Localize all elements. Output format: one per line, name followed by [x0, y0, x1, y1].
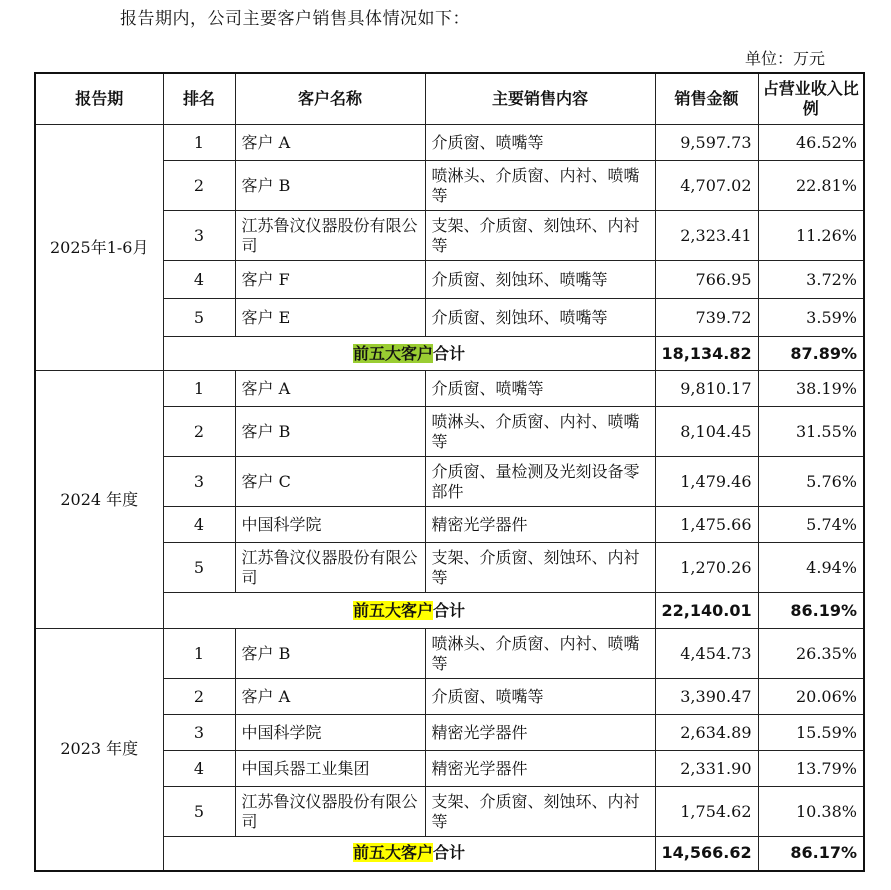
total-label-cell — [163, 337, 655, 371]
revenue-ratio-cell: 5.74% — [758, 507, 864, 543]
header-customer-name: 客户名称 — [235, 73, 425, 125]
revenue-ratio-cell: 15.59% — [758, 715, 864, 751]
sales-amount-cell: 8,104.45 — [655, 407, 758, 457]
unit-label: 单位：万元 — [744, 49, 825, 68]
period-group-2023 — [35, 629, 864, 871]
rank-cell: 5 — [163, 787, 235, 837]
sales-amount-cell: 2,331.90 — [655, 751, 758, 787]
revenue-ratio-cell: 5.76% — [758, 457, 864, 507]
sales-amount-cell: 1,475.66 — [655, 507, 758, 543]
revenue-ratio-cell: 13.79% — [758, 751, 864, 787]
customer-name-cell: 客户 E — [235, 299, 425, 337]
customer-name-cell: 客户 A — [235, 371, 425, 407]
rank-cell: 4 — [163, 261, 235, 299]
sales-amount-cell: 766.95 — [655, 261, 758, 299]
customer-sales-table — [34, 72, 865, 872]
customer-name-cell: 江苏鲁汶仪器股份有限公司 — [235, 787, 425, 837]
total-amount-cell: 22,140.01 — [655, 593, 758, 629]
sales-content-cell: 介质窗、量检测及光刻设备零部件 — [425, 457, 655, 507]
total-label-suffix: 合计 — [433, 343, 466, 363]
sales-content-cell: 介质窗、刻蚀环、喷嘴等 — [425, 261, 655, 299]
rank-cell: 1 — [163, 371, 235, 407]
sales-amount-cell: 3,390.47 — [655, 679, 758, 715]
sales-content-cell: 喷淋头、介质窗、内衬、喷嘴等 — [425, 161, 655, 211]
period-group-2025h1 — [35, 125, 864, 371]
header-revenue-ratio: 占营业收入比例 — [758, 73, 864, 125]
sales-content-cell: 喷淋头、介质窗、内衬、喷嘴等 — [425, 407, 655, 457]
revenue-ratio-cell: 3.72% — [758, 261, 864, 299]
customer-name-cell: 江苏鲁汶仪器股份有限公司 — [235, 543, 425, 593]
sales-content-cell: 精密光学器件 — [425, 715, 655, 751]
rank-cell: 3 — [163, 211, 235, 261]
sales-amount-cell: 1,754.62 — [655, 787, 758, 837]
customer-name-cell: 中国科学院 — [235, 507, 425, 543]
customer-name-cell: 中国兵器工业集团 — [235, 751, 425, 787]
sales-content-cell: 精密光学器件 — [425, 507, 655, 543]
sales-amount-cell: 739.72 — [655, 299, 758, 337]
rank-cell: 1 — [163, 629, 235, 679]
sales-content-cell: 精密光学器件 — [425, 751, 655, 787]
total-label-suffix: 合计 — [433, 600, 466, 620]
customer-name-cell: 客户 A — [235, 125, 425, 161]
sales-amount-cell: 9,810.17 — [655, 371, 758, 407]
rank-cell: 4 — [163, 507, 235, 543]
revenue-ratio-cell: 20.06% — [758, 679, 864, 715]
sales-content-cell: 介质窗、刻蚀环、喷嘴等 — [425, 299, 655, 337]
period-cell: 2025年1-6月 — [35, 125, 163, 371]
customer-name-cell: 中国科学院 — [235, 715, 425, 751]
revenue-ratio-cell: 3.59% — [758, 299, 864, 337]
revenue-ratio-cell: 4.94% — [758, 543, 864, 593]
customer-name-cell: 客户 B — [235, 161, 425, 211]
rank-cell: 3 — [163, 457, 235, 507]
total-ratio-cell: 86.19% — [758, 593, 864, 629]
total-ratio-cell: 87.89% — [758, 337, 864, 371]
total-ratio-cell: 86.17% — [758, 837, 864, 871]
sales-amount-cell: 2,323.41 — [655, 211, 758, 261]
revenue-ratio-cell: 22.81% — [758, 161, 864, 211]
sales-content-cell: 介质窗、喷嘴等 — [425, 371, 655, 407]
total-label-suffix: 合计 — [433, 843, 466, 863]
customer-name-cell: 江苏鲁汶仪器股份有限公司 — [235, 211, 425, 261]
table-row — [35, 371, 864, 407]
revenue-ratio-cell: 31.55% — [758, 407, 864, 457]
rank-cell: 2 — [163, 407, 235, 457]
sales-content-cell: 支架、介质窗、刻蚀环、内衬等 — [425, 543, 655, 593]
revenue-ratio-cell: 11.26% — [758, 211, 864, 261]
sales-amount-cell: 1,479.46 — [655, 457, 758, 507]
revenue-ratio-cell: 10.38% — [758, 787, 864, 837]
sales-amount-cell: 4,707.02 — [655, 161, 758, 211]
sales-amount-cell: 1,270.26 — [655, 543, 758, 593]
total-label-cell — [163, 593, 655, 629]
revenue-ratio-cell: 38.19% — [758, 371, 864, 407]
header-rank: 排名 — [163, 73, 235, 125]
total-label-highlight: 前五大客户 — [352, 343, 433, 363]
sales-amount-cell: 2,634.89 — [655, 715, 758, 751]
sales-amount-cell: 4,454.73 — [655, 629, 758, 679]
header-row — [35, 73, 864, 125]
revenue-ratio-cell: 46.52% — [758, 125, 864, 161]
header-period: 报告期 — [35, 73, 163, 125]
table-row — [35, 629, 864, 679]
period-group-2024 — [35, 371, 864, 629]
customer-name-cell: 客户 C — [235, 457, 425, 507]
sales-amount-cell: 9,597.73 — [655, 125, 758, 161]
revenue-ratio-cell: 26.35% — [758, 629, 864, 679]
sales-content-cell: 支架、介质窗、刻蚀环、内衬等 — [425, 211, 655, 261]
rank-cell: 5 — [163, 299, 235, 337]
sales-content-cell: 支架、介质窗、刻蚀环、内衬等 — [425, 787, 655, 837]
intro-text: 报告期内，公司主要客户销售具体情况如下： — [120, 9, 470, 29]
rank-cell: 3 — [163, 715, 235, 751]
rank-cell: 2 — [163, 679, 235, 715]
table-row — [35, 125, 864, 161]
rank-cell: 1 — [163, 125, 235, 161]
rank-cell: 5 — [163, 543, 235, 593]
total-label-cell — [163, 837, 655, 871]
customer-name-cell: 客户 B — [235, 629, 425, 679]
period-cell: 2024 年度 — [35, 371, 163, 629]
total-amount-cell: 14,566.62 — [655, 837, 758, 871]
sales-content-cell: 喷淋头、介质窗、内衬、喷嘴等 — [425, 629, 655, 679]
rank-cell: 4 — [163, 751, 235, 787]
period-cell: 2023 年度 — [35, 629, 163, 871]
total-label-highlight: 前五大客户 — [352, 600, 433, 620]
header-sales-amount: 销售金额 — [655, 73, 758, 125]
sales-content-cell: 介质窗、喷嘴等 — [425, 125, 655, 161]
customer-name-cell: 客户 F — [235, 261, 425, 299]
total-label-highlight: 前五大客户 — [352, 843, 433, 863]
rank-cell: 2 — [163, 161, 235, 211]
total-amount-cell: 18,134.82 — [655, 337, 758, 371]
header-sales-content: 主要销售内容 — [425, 73, 655, 125]
customer-name-cell: 客户 B — [235, 407, 425, 457]
sales-content-cell: 介质窗、喷嘴等 — [425, 679, 655, 715]
customer-name-cell: 客户 A — [235, 679, 425, 715]
